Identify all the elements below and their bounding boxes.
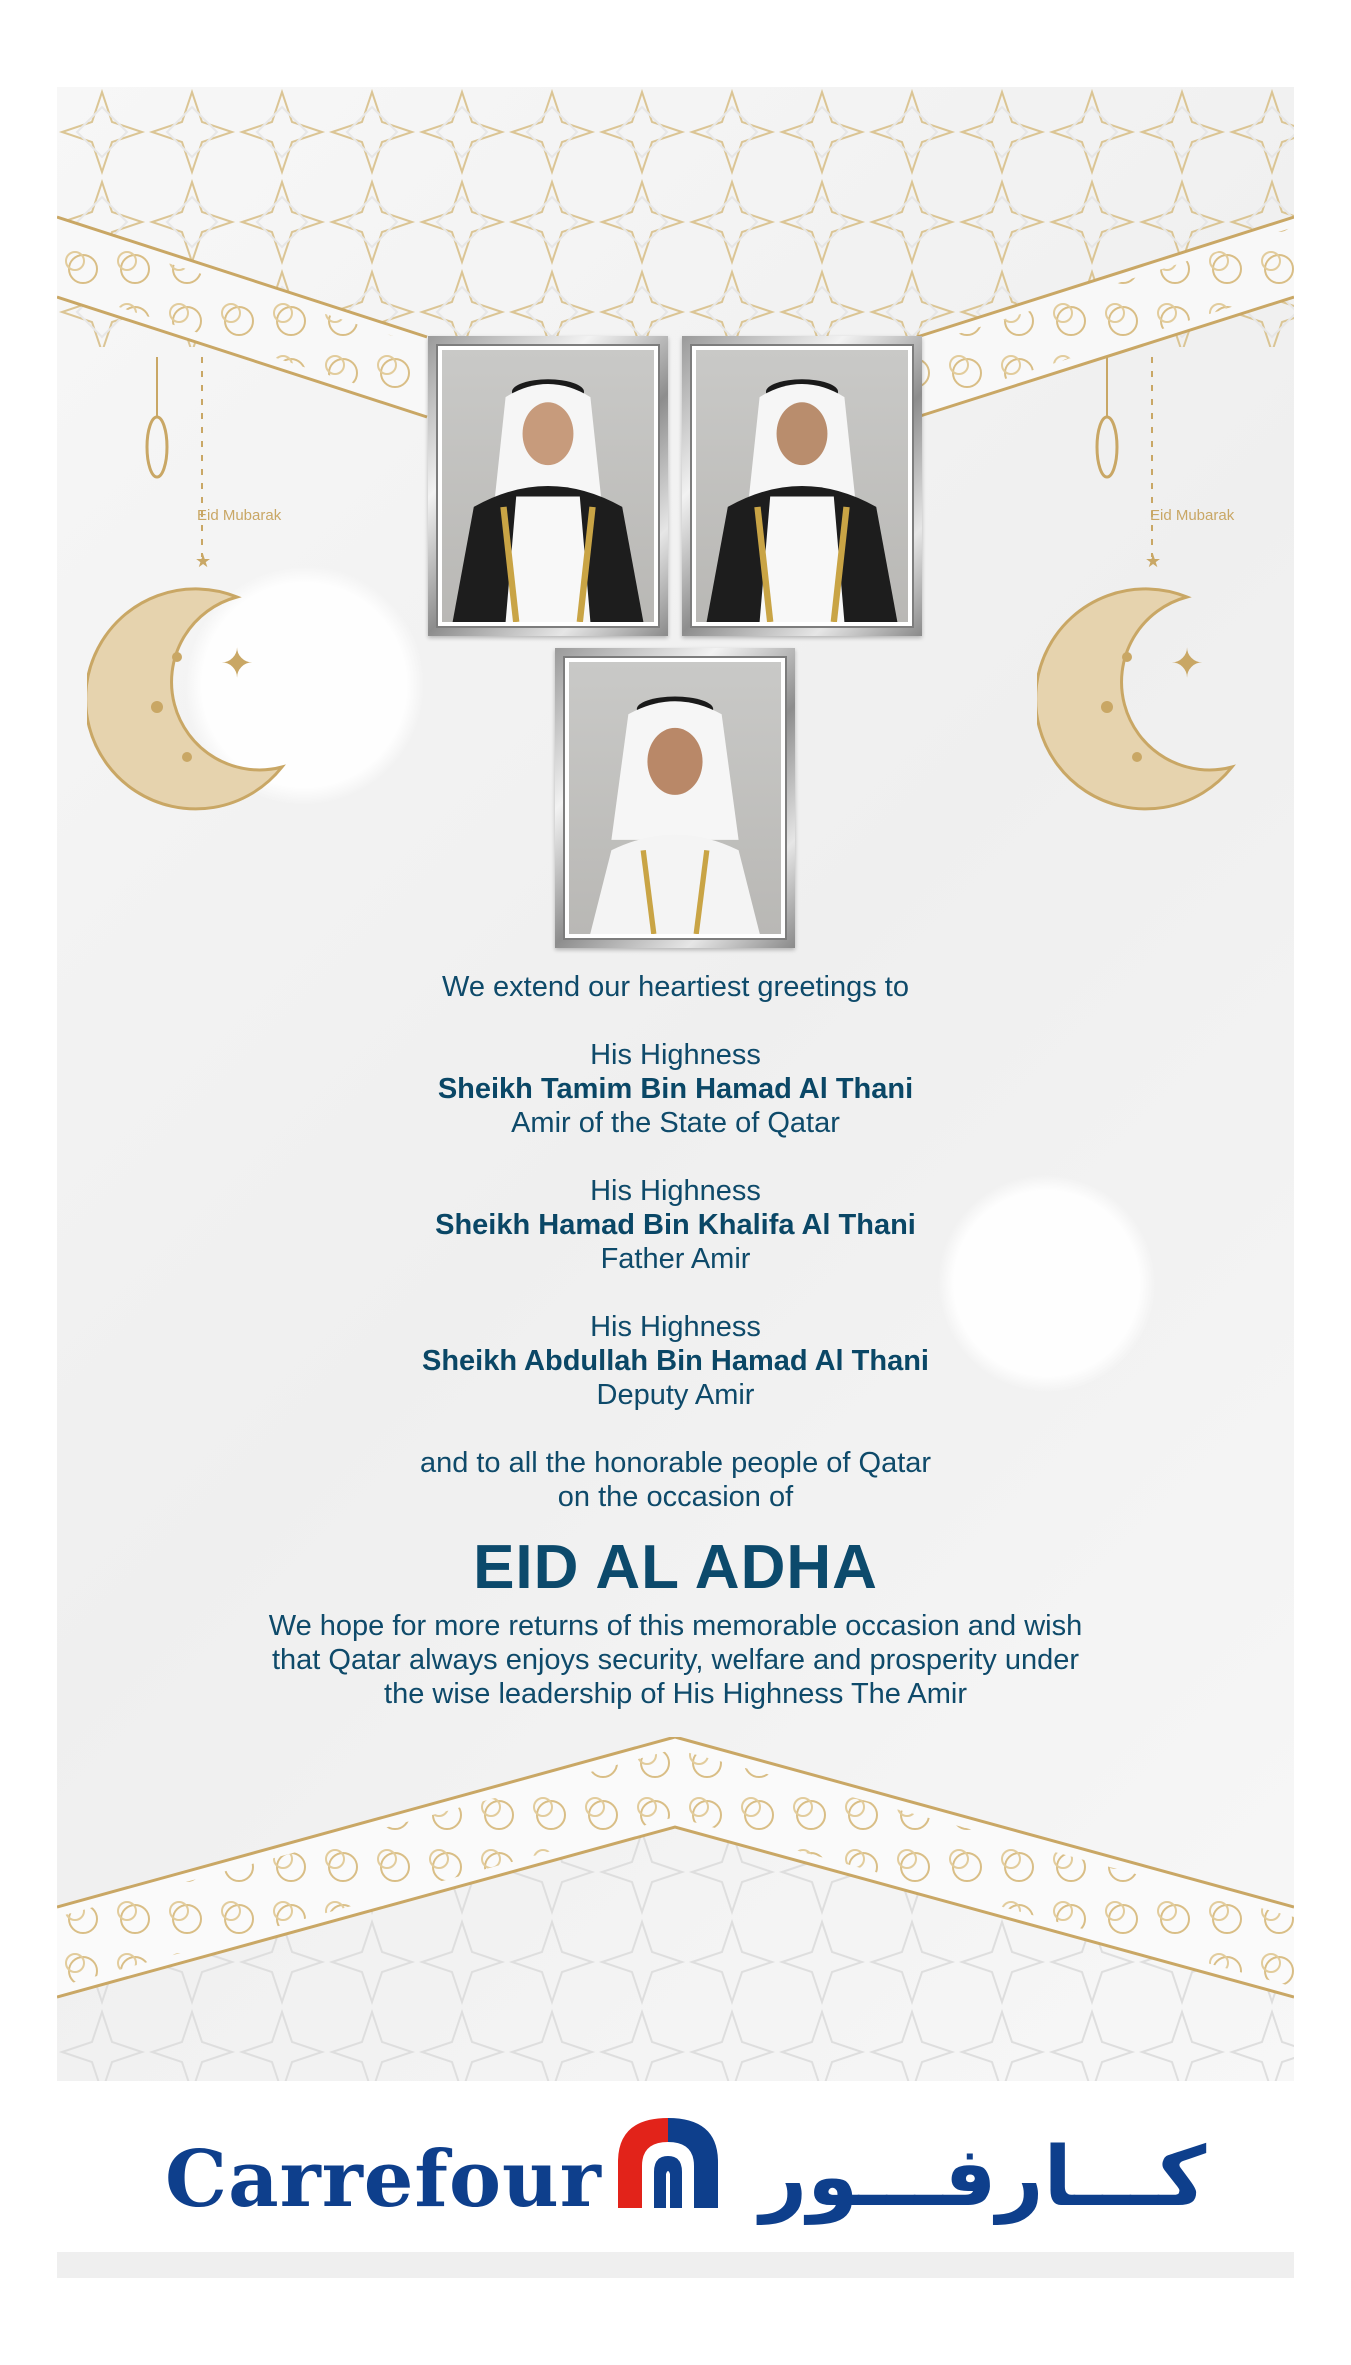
wish-line-1: We hope for more returns of this memorable occasion and wish	[268, 1610, 1083, 1642]
bottom-pattern-strip	[57, 2252, 1294, 2278]
person-figure	[442, 350, 654, 622]
portrait-father-amir	[682, 336, 922, 636]
person-title: Amir of the State of Qatar	[511, 1107, 840, 1139]
person-name: Sheikh Hamad Bin Khalifa Al Thani	[435, 1209, 916, 1241]
svg-text:✦: ✦	[1170, 641, 1204, 687]
person-honorific: His Highness	[590, 1175, 761, 1207]
person-figure	[696, 350, 908, 622]
right-crescent-ornament	[1037, 357, 1267, 827]
wish-line-2: that Qatar always enjoys security, welfare and prosperity under	[271, 1644, 1079, 1676]
svg-text:✦: ✦	[220, 641, 254, 687]
occasion-title: EID AL ADHA	[473, 1533, 878, 1602]
portrait-deputy-amir	[555, 648, 795, 948]
greeting-intro: We extend our heartiest greetings to	[442, 971, 909, 1003]
left-eid-mubarak-label: Eid Mubarak	[197, 507, 282, 524]
svg-text:★: ★	[1145, 551, 1162, 572]
left-crescent-ornament	[87, 357, 317, 827]
person-figure	[569, 662, 781, 934]
person-name: Sheikh Tamim Bin Hamad Al Thani	[437, 1073, 914, 1105]
brand-name-english: Carrefour	[165, 2134, 602, 2225]
svg-text:★: ★	[195, 551, 212, 572]
greeting-outro-line-1: and to all the honorable people of Qatar	[419, 1447, 932, 1479]
person-honorific: His Highness	[590, 1311, 761, 1343]
brand-name-arabic: كـــارفـــور	[760, 2130, 1207, 2225]
wish-line-3: the wise leadership of His Highness The Amir	[384, 1678, 967, 1710]
person-title: Father Amir	[600, 1243, 751, 1275]
bottom-ornament	[57, 1737, 1294, 2081]
greeting-outro-line-2: on the occasion of	[557, 1481, 794, 1513]
person-name: Sheikh Abdullah Bin Hamad Al Thani	[421, 1345, 929, 1377]
person-honorific: His Highness	[590, 1039, 761, 1071]
portrait-amir	[428, 336, 668, 636]
carrefour-logo-icon	[612, 2112, 724, 2212]
person-title: Deputy Amir	[596, 1379, 755, 1411]
right-eid-mubarak-label: Eid Mubarak	[1150, 507, 1235, 524]
greeting-text	[0, 970, 1351, 1711]
